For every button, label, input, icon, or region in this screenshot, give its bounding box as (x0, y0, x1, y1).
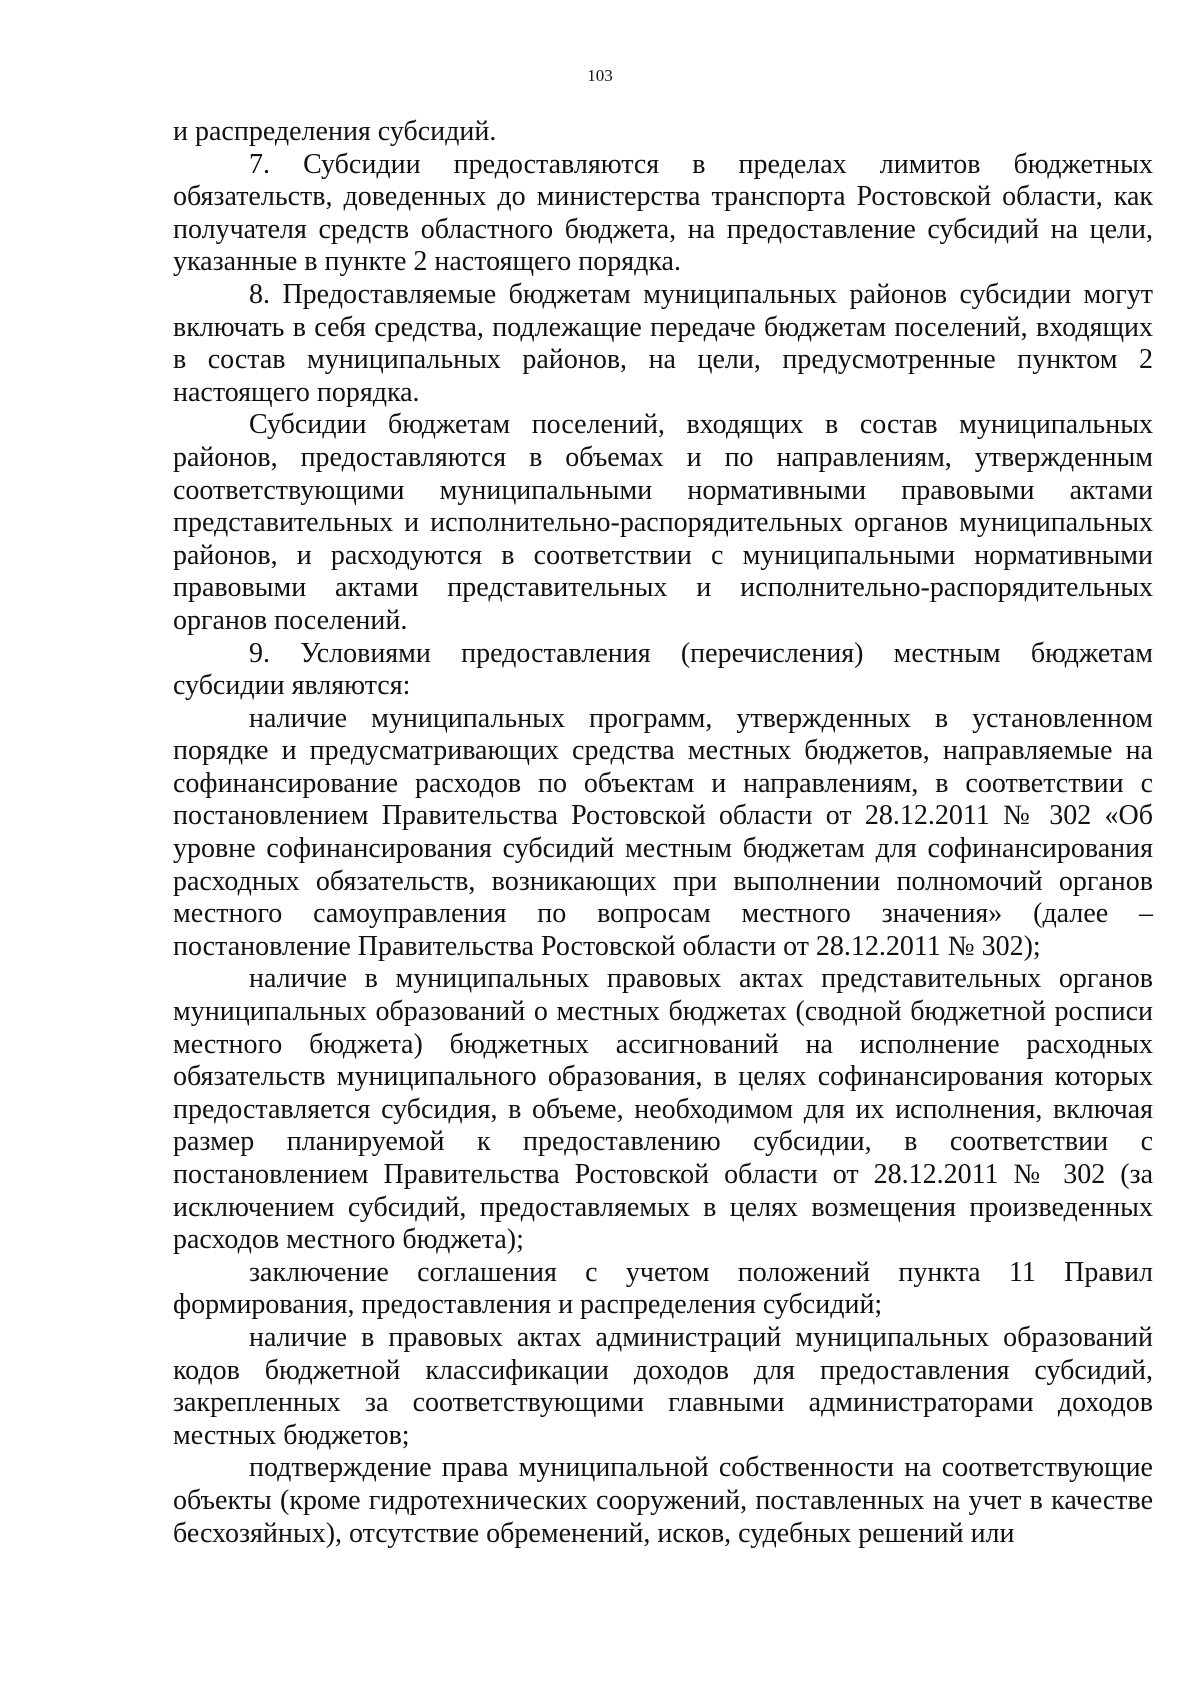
paragraph-condition-programs: наличие муниципальных программ, утвержденных в установленном порядке и предусматривающих средства местных бюджетов, направляемые на софинансирование расходов по объектам и направлениям, в соответствии с постановлением Правительства Ростовской области от 28.12.2011 № 302 «Об уровне софинансирования субсидий местным бюджетам для софинансирования расходных обязательств, возникающих при выполнении полномочий органов местного самоуправления по вопросам местного значения» (далее – постановление Правительства Ростовской области от 28.12.2011 № 302); (173, 702, 1153, 962)
paragraph-condition-agreement: заключение соглашения с учетом положений пункта 11 Правил формирования, предоставления и распределения субсидий; (173, 1256, 1153, 1321)
paragraph-item-9: 9. Условиями предоставления (перечисления) местным бюджетам субсидии являются: (173, 637, 1153, 702)
paragraph-item-7: 7. Субсидии предоставляются в пределах лимитов бюджетных обязательств, доведенных до министерства транспорта Ростовской области, как получателя средств областного бюджета, на предоставление субсидий на цели, указанные в пункте 2 настоящего порядка. (173, 148, 1153, 278)
paragraph-condition-ownership: подтверждение права муниципальной собственности на соответствующие объекты (кроме гидротехнических сооружений, поставленных на учет в качестве бесхозяйных), отсутствие обременений, исков, судебных решений или (173, 1452, 1153, 1549)
paragraph-item-8: 8. Предоставляемые бюджетам муниципальных районов субсидии могут включать в себя средства, подлежащие передаче бюджетам поселений, входящих в состав муниципальных районов, на цели, предусмотренные пунктом 2 настоящего порядка. (173, 278, 1153, 408)
document-body (173, 116, 1153, 1550)
paragraph-condition-budget-allocations: наличие в муниципальных правовых актах представительных органов муниципальных образований о местных бюджетах (сводной бюджетной росписи местного бюджета) бюджетных ассигнований на исполнение расходных обязательств муниципального образования, в целях софинансирования которых предоставляется субсидия, в объеме, необходимом для их исполнения, включая размер планируемой к предоставлению субсидии, в соответствии с постановлением Правительства Ростовской области от 28.12.2011 № 302 (за исключением субсидий, предоставляемых в целях возмещения произведенных расходов местного бюджета); (173, 963, 1153, 1256)
page-number: 103 (587, 66, 613, 85)
paragraph-settlement-subsidies: Субсидии бюджетам поселений, входящих в состав муниципальных районов, предоставляются в объемах и по направлениям, утвержденным соответствующими муниципальными нормативными правовыми актами представительных и исполнительно-распорядительных органов муниципальных районов, и расходуются в соответствии с муниципальными нормативными правовыми актами представительных и исполнительно-распорядительных органов поселений. (173, 409, 1153, 636)
paragraph-condition-classification-codes: наличие в правовых актах администраций муниципальных образований кодов бюджетной классификации доходов для предоставления субсидий, закрепленных за соответствующими главными администраторами доходов местных бюджетов; (173, 1321, 1153, 1451)
paragraph-continuation: и распределения субсидий. (173, 116, 497, 147)
